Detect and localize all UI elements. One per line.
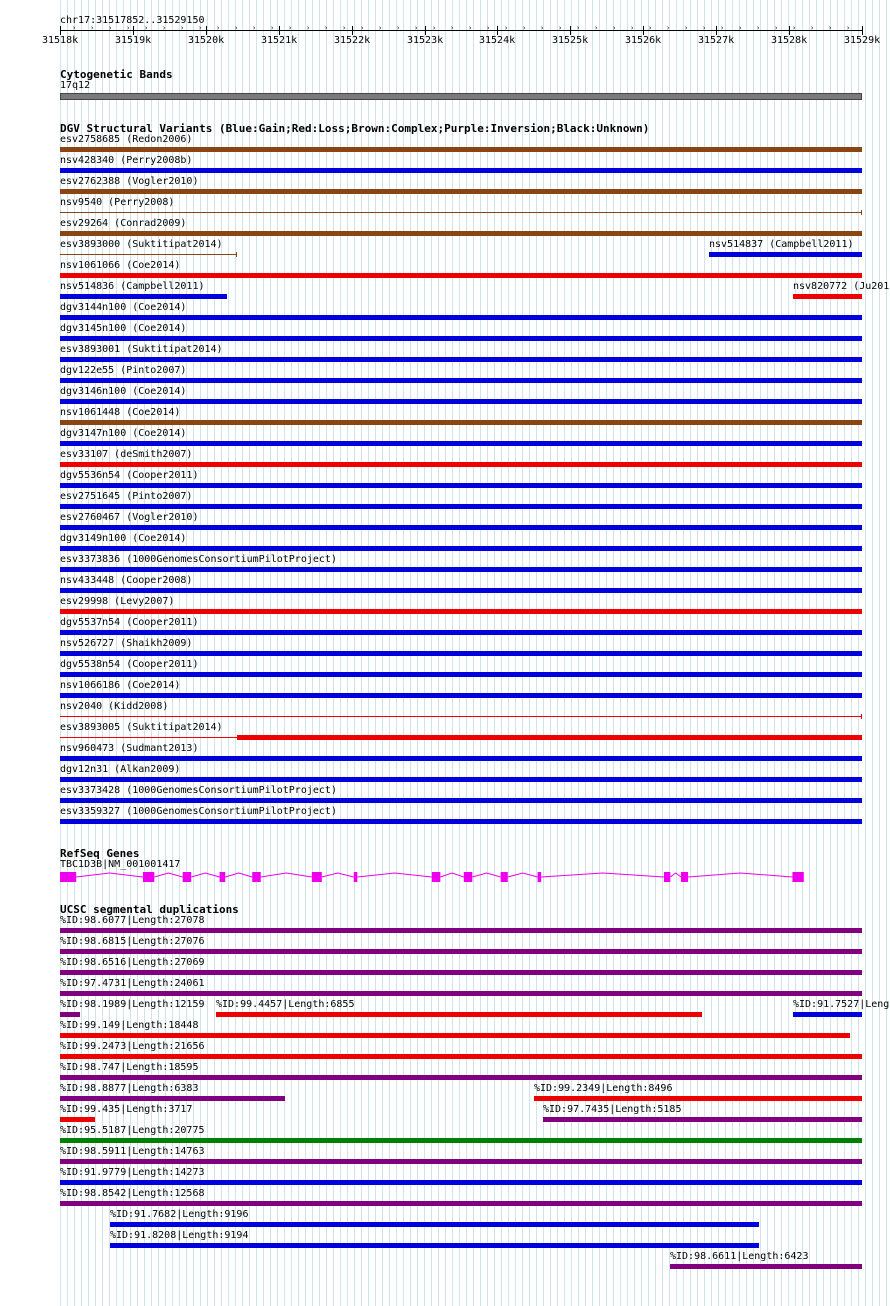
- intron-line: [508, 873, 538, 877]
- dgv-feature-label: dgv3146n100 (Coe2014): [60, 386, 187, 397]
- ruler-arrow: ›: [558, 24, 563, 32]
- exon-block: [354, 872, 358, 882]
- segdup-feature-bar[interactable]: [60, 991, 862, 996]
- intron-line: [440, 873, 463, 877]
- segdup-feature-label: %ID:98.1989|Length:12159: [60, 999, 205, 1010]
- dgv-feature-label: esv29998 (Levy2007): [60, 596, 175, 607]
- segdup-feature-label: %ID:95.5187|Length:20775: [60, 1125, 205, 1136]
- segdup-feature-bar[interactable]: [60, 1201, 862, 1206]
- segdup-feature-bar[interactable]: [60, 1075, 862, 1080]
- dgv-feature-bar[interactable]: [793, 294, 862, 299]
- ruler-arrow: ›: [216, 24, 221, 32]
- intron-line: [225, 873, 252, 877]
- exon-block: [143, 872, 154, 882]
- ruler-arrow: ›: [126, 24, 131, 32]
- exon-block: [538, 872, 542, 882]
- dgv-feature-label: nsv1061066 (Coe2014): [60, 260, 181, 271]
- segdup-feature-label: %ID:97.4731|Length:24061: [60, 978, 205, 989]
- dgv-feature-bar[interactable]: [60, 378, 862, 383]
- grid-line: [886, 0, 887, 1306]
- ruler-arrow: ›: [432, 24, 437, 32]
- cytoband-label: 17q12: [60, 80, 91, 91]
- ruler-arrow: ›: [774, 24, 779, 32]
- dgv-feature-label: nsv9540 (Perry2008): [60, 197, 175, 208]
- ruler-arrow: ›: [306, 24, 311, 32]
- dgv-feature-label: dgv122e55 (Pinto2007): [60, 365, 187, 376]
- intron-line: [191, 873, 219, 877]
- dgv-feature-bar[interactable]: [60, 462, 862, 467]
- ruler-tick-label: 31529k: [844, 35, 881, 46]
- gene-model[interactable]: [0, 867, 890, 887]
- dgv-feature-label: nsv960473 (Sudmant2013): [60, 743, 199, 754]
- segdup-feature-label: %ID:98.5911|Length:14763: [60, 1146, 205, 1157]
- dgv-feature-label: nsv1061448 (Coe2014): [60, 407, 181, 418]
- dgv-feature-label: esv3893000 (Suktitipat2014): [60, 239, 223, 250]
- ruler-arrow: ›: [702, 24, 707, 32]
- segdup-feature-label: %ID:98.8542|Length:12568: [60, 1188, 205, 1199]
- dgv-feature-bar[interactable]: [60, 693, 862, 698]
- segdup-feature-label: %ID:98.8877|Length:6383: [60, 1083, 199, 1094]
- ruler-arrow: ›: [648, 24, 653, 32]
- segdup-feature-label: %ID:98.6077|Length:27078: [60, 915, 205, 926]
- ruler-tick-label: 31524k: [479, 35, 516, 46]
- exon-block: [60, 872, 76, 882]
- segdup-feature-bar[interactable]: [60, 1138, 862, 1143]
- ruler-arrow: ›: [792, 24, 797, 32]
- ruler-tick: [133, 26, 134, 35]
- dgv-feature-bar[interactable]: [60, 357, 862, 362]
- exon-block: [312, 872, 322, 882]
- ruler-arrow: ›: [198, 24, 203, 32]
- dgv-feature-bar[interactable]: [60, 273, 862, 278]
- segdup-feature-label: %ID:99.2349|Length:8496: [534, 1083, 673, 1094]
- intron-line: [76, 873, 143, 877]
- ruler-arrow: ›: [342, 24, 347, 32]
- dgv-feature-label: esv2758685 (Redon2006): [60, 134, 193, 145]
- dgv-feature-label: nsv820772 (Ju201: [793, 281, 890, 292]
- dgv-feature-bar[interactable]: [60, 651, 862, 656]
- ruler-arrow: ›: [180, 24, 185, 32]
- exon-block: [183, 872, 192, 882]
- dgv-feature-label: esv2762388 (Vogler2010): [60, 176, 199, 187]
- dgv-feature-bar[interactable]: [709, 252, 862, 257]
- exon-block: [464, 872, 473, 882]
- exon-block: [681, 872, 688, 882]
- dgv-feature-bar[interactable]: [60, 147, 862, 152]
- ruler-tick-label: 31520k: [188, 35, 225, 46]
- ruler-arrow: ›: [252, 24, 257, 32]
- refseq-track-title: RefSeq Genes: [60, 847, 140, 860]
- intron-line: [357, 873, 432, 877]
- ruler-tick-label: 31518k: [42, 35, 79, 46]
- ruler-arrow: ›: [540, 24, 545, 32]
- ruler-arrow: ›: [576, 24, 581, 32]
- exon-block: [252, 872, 261, 882]
- ruler-arrow: ›: [720, 24, 725, 32]
- segdup-feature-bar[interactable]: [110, 1243, 759, 1248]
- ruler-arrow: ›: [90, 24, 95, 32]
- segdup-feature-bar[interactable]: [534, 1096, 862, 1101]
- ruler-arrow: ›: [414, 24, 419, 32]
- segdup-feature-label: %ID:98.747|Length:18595: [60, 1062, 199, 1073]
- intron-line: [472, 873, 500, 877]
- ruler-tick-label: 31523k: [407, 35, 444, 46]
- segdup-feature-label: %ID:98.6516|Length:27069: [60, 957, 205, 968]
- ruler-arrow: ›: [810, 24, 815, 32]
- ruler-arrow: ›: [756, 24, 761, 32]
- dgv-feature-label: dgv5537n54 (Cooper2011): [60, 617, 199, 628]
- dgv-feature-label: dgv3145n100 (Coe2014): [60, 323, 187, 334]
- exon-block: [664, 872, 670, 882]
- exon-block: [501, 872, 508, 882]
- dgv-feature-label: esv3893001 (Suktitipat2014): [60, 344, 223, 355]
- segdup-feature-bar[interactable]: [60, 1159, 862, 1164]
- segdup-feature-label: %ID:97.7435|Length:5185: [543, 1104, 682, 1115]
- ruler-arrow: ›: [504, 24, 509, 32]
- ruler-arrow: ›: [630, 24, 635, 32]
- ruler-arrow: ›: [162, 24, 167, 32]
- segdup-feature-bar[interactable]: [60, 970, 862, 975]
- ruler-arrow: ›: [612, 24, 617, 32]
- dgv-feature-label: dgv5536n54 (Cooper2011): [60, 470, 199, 481]
- ruler-arrow: ›: [108, 24, 113, 32]
- ruler-arrow: ›: [684, 24, 689, 32]
- dgv-feature-bar[interactable]: [60, 525, 862, 530]
- segdup-feature-bar[interactable]: [793, 1012, 862, 1017]
- ruler-arrow: ›: [468, 24, 473, 32]
- dgv-feature-bar-end: [236, 252, 237, 257]
- segdup-feature-label: %ID:99.4457|Length:6855: [216, 999, 355, 1010]
- segdup-feature-label: %ID:99.2473|Length:21656: [60, 1041, 205, 1052]
- dgv-feature-bar[interactable]: [60, 630, 862, 635]
- dgv-feature-bar[interactable]: [60, 777, 862, 782]
- locus-label: chr17:31517852..31529150: [60, 15, 205, 26]
- ruler-tick: [60, 26, 61, 35]
- ruler-arrow: ›: [144, 24, 149, 32]
- segdup-feature-bar[interactable]: [110, 1222, 759, 1227]
- ruler-tick-label: 31521k: [261, 35, 298, 46]
- dgv-feature-label: dgv12n31 (Alkan2009): [60, 764, 181, 775]
- dgv-feature-bar[interactable]: [60, 399, 862, 404]
- ruler-arrow: ›: [378, 24, 383, 32]
- segdup-feature-bar[interactable]: [60, 1054, 862, 1059]
- dgv-feature-label: dgv3144n100 (Coe2014): [60, 302, 187, 313]
- ruler-arrow: ›: [846, 24, 851, 32]
- segdup-feature-label: %ID:91.7527|Leng: [793, 999, 890, 1010]
- dgv-feature-bar[interactable]: [60, 483, 862, 488]
- segdup-feature-label: %ID:91.9779|Length:14273: [60, 1167, 205, 1178]
- ruler-tick: [497, 26, 498, 35]
- ruler-arrow: ›: [324, 24, 329, 32]
- exon-block: [220, 872, 226, 882]
- ruler-arrow: ›: [72, 24, 77, 32]
- dgv-feature-bar[interactable]: [60, 672, 862, 677]
- dgv-feature-label: esv3373836 (1000GenomesConsortiumPilotProject): [60, 554, 337, 565]
- segdup-feature-label: %ID:99.435|Length:3717: [60, 1104, 193, 1115]
- intron-line: [154, 873, 182, 877]
- ruler-arrow: ›: [360, 24, 365, 32]
- dgv-feature-bar[interactable]: [60, 588, 862, 593]
- cytoband-track-title: Cytogenetic Bands: [60, 68, 173, 81]
- segdup-feature-label: %ID:99.149|Length:18448: [60, 1020, 199, 1031]
- segdup-feature-label: %ID:98.6611|Length:6423: [670, 1251, 809, 1262]
- dgv-feature-label: dgv5538n54 (Cooper2011): [60, 659, 199, 670]
- segdup-feature-bar[interactable]: [543, 1117, 862, 1122]
- segdup-feature-bar[interactable]: [60, 949, 862, 954]
- dgv-feature-bar[interactable]: [60, 798, 862, 803]
- gene-label: TBC1D3B|NM_001001417: [60, 859, 181, 870]
- intron-line: [322, 873, 354, 877]
- intron-line: [261, 873, 312, 877]
- dgv-feature-label: esv33107 (deSmith2007): [60, 449, 193, 460]
- ruler-tick: [352, 26, 353, 35]
- dgv-feature-label: esv3373428 (1000GenomesConsortiumPilotProject): [60, 785, 337, 796]
- dgv-feature-bar[interactable]: [60, 567, 862, 572]
- segdup-feature-bar[interactable]: [60, 1033, 850, 1038]
- ruler-tick: [279, 26, 280, 35]
- ruler-arrow: ›: [234, 24, 239, 32]
- dgv-feature-bar-end: [861, 210, 862, 215]
- cytoband-bar[interactable]: [60, 93, 862, 100]
- dgv-feature-bar[interactable]: [60, 609, 862, 614]
- dgv-feature-label: nsv433448 (Cooper2008): [60, 575, 193, 586]
- dgv-feature-bar[interactable]: [60, 819, 862, 824]
- ruler-arrow: ›: [828, 24, 833, 32]
- ruler-tick: [425, 26, 426, 35]
- segdup-feature-bar[interactable]: [216, 1012, 702, 1017]
- ruler-arrow: ›: [396, 24, 401, 32]
- exon-block: [432, 872, 441, 882]
- ruler-tick-label: 31525k: [552, 35, 589, 46]
- ruler-tick: [862, 26, 863, 35]
- grid-line: [865, 0, 866, 1306]
- ruler-arrow: ›: [288, 24, 293, 32]
- ruler-arrow: ›: [738, 24, 743, 32]
- dgv-feature-label: nsv526727 (Shaikh2009): [60, 638, 193, 649]
- dgv-feature-label: nsv514836 (Campbell2011): [60, 281, 205, 292]
- exon-block: [792, 872, 803, 882]
- ruler-arrow: ›: [450, 24, 455, 32]
- ruler-tick: [643, 26, 644, 35]
- dgv-feature-bar[interactable]: [60, 212, 862, 213]
- segdup-feature-bar[interactable]: [670, 1264, 862, 1269]
- segdup-feature-bar[interactable]: [60, 1117, 95, 1122]
- ruler-tick-label: 31527k: [698, 35, 735, 46]
- dgv-feature-label: esv3893005 (Suktitipat2014): [60, 722, 223, 733]
- ruler-arrow: ›: [594, 24, 599, 32]
- ruler-tick: [206, 26, 207, 35]
- dgv-feature-bar[interactable]: [60, 756, 862, 761]
- dgv-feature-label: dgv3147n100 (Coe2014): [60, 428, 187, 439]
- dgv-feature-bar[interactable]: [60, 336, 862, 341]
- dgv-feature-label: nsv1066186 (Coe2014): [60, 680, 181, 691]
- dgv-feature-bar[interactable]: [60, 420, 862, 425]
- dgv-feature-bar[interactable]: [60, 254, 237, 255]
- dgv-feature-label: nsv2040 (Kidd2008): [60, 701, 169, 712]
- ruler-tick: [570, 26, 571, 35]
- dgv-feature-bar[interactable]: [60, 315, 862, 320]
- dgv-feature-label: esv29264 (Conrad2009): [60, 218, 187, 229]
- dgv-feature-bar[interactable]: [60, 189, 862, 194]
- intron-line: [670, 873, 681, 877]
- segdup-feature-bar[interactable]: [60, 928, 862, 933]
- dgv-feature-bar[interactable]: [60, 546, 862, 551]
- segdup-feature-label: %ID:98.6815|Length:27076: [60, 936, 205, 947]
- segdup-feature-bar[interactable]: [60, 1096, 285, 1101]
- dgv-feature-bar[interactable]: [60, 441, 862, 446]
- dgv-feature-bar[interactable]: [237, 735, 862, 740]
- segdup-feature-bar[interactable]: [60, 1180, 862, 1185]
- dgv-feature-bar[interactable]: [60, 737, 237, 738]
- dgv-feature-bar[interactable]: [60, 504, 862, 509]
- segdup-feature-bar[interactable]: [60, 1012, 80, 1017]
- dgv-track-title: DGV Structural Variants (Blue:Gain;Red:Loss;Brown:Complex;Purple:Inversion;Black:Unknown): [60, 122, 650, 135]
- segdup-track-title: UCSC segmental duplications: [60, 903, 239, 916]
- ruler-tick-label: 31519k: [115, 35, 152, 46]
- ruler-tick-label: 31526k: [625, 35, 662, 46]
- ruler-arrow: ›: [666, 24, 671, 32]
- intron-line: [688, 873, 792, 877]
- grid-line: [879, 0, 880, 1306]
- grid-line: [872, 0, 873, 1306]
- dgv-feature-label: esv3359327 (1000GenomesConsortiumPilotProject): [60, 806, 337, 817]
- dgv-feature-bar[interactable]: [60, 294, 227, 299]
- segdup-feature-label: %ID:91.7682|Length:9196: [110, 1209, 249, 1220]
- ruler-tick: [789, 26, 790, 35]
- dgv-feature-bar[interactable]: [60, 168, 862, 173]
- ruler-arrow: ›: [270, 24, 275, 32]
- dgv-feature-label: nsv514837 (Campbell2011): [709, 239, 854, 250]
- dgv-feature-label: esv2751645 (Pinto2007): [60, 491, 193, 502]
- ruler-arrow: ›: [522, 24, 527, 32]
- dgv-feature-label: dgv3149n100 (Coe2014): [60, 533, 187, 544]
- ruler-arrow: ›: [486, 24, 491, 32]
- ruler-tick-label: 31522k: [334, 35, 371, 46]
- dgv-feature-bar-end: [861, 714, 862, 719]
- ruler-tick: [716, 26, 717, 35]
- ruler-tick-label: 31528k: [771, 35, 808, 46]
- segdup-feature-label: %ID:91.8208|Length:9194: [110, 1230, 249, 1241]
- dgv-feature-label: nsv428340 (Perry2008b): [60, 155, 193, 166]
- dgv-feature-bar[interactable]: [60, 231, 862, 236]
- intron-line: [541, 873, 664, 877]
- dgv-feature-label: esv2760467 (Vogler2010): [60, 512, 199, 523]
- dgv-feature-bar[interactable]: [60, 716, 862, 717]
